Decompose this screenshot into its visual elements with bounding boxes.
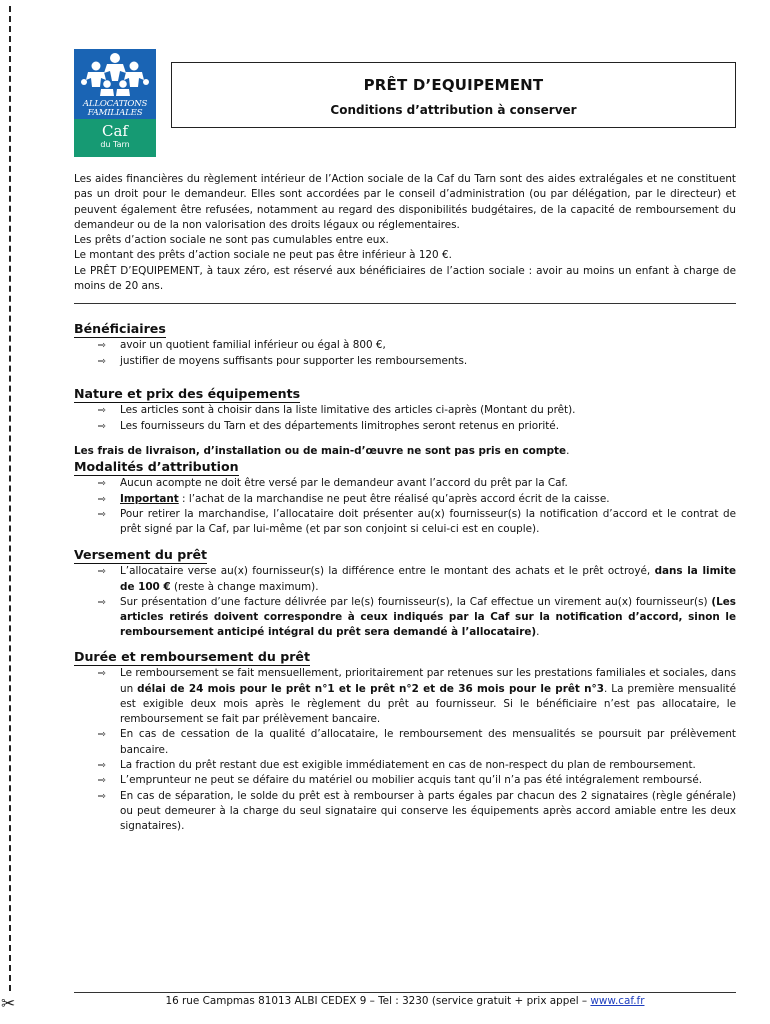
arrow-right-outline-icon: ⇨ — [98, 478, 106, 490]
list-item: ⇨ justifier de moyens suffisants pour supporter les remboursements. — [74, 354, 736, 369]
section-heading: Versement du prêt — [74, 547, 208, 562]
nature-note: Les frais de livraison, d’installation ou de main-d’œuvre ne sont pas pris en compte. — [74, 445, 570, 458]
list-item: ⇨ En cas de cessation de la qualité d’allocataire, le remboursement des mensualités se poursuit par prélèvement bancaire. — [98, 728, 736, 756]
intro-paragraph: Le montant des prêts d’action sociale ne peut pas être inférieur à 120 €. — [74, 249, 452, 262]
section-nature — [74, 386, 736, 470]
section-duree — [74, 649, 736, 835]
logo-text-allocations: ALLOCATIONS FAMILIALES — [82, 99, 148, 118]
footer-address: 16 rue Campmas 81013 ALBI CEDEX 9 – Tel : 3230 (service gratuit + prix appel – — [165, 995, 591, 1007]
arrow-right-outline-icon: ⇨ — [98, 729, 106, 741]
arrow-right-outline-icon: ⇨ — [98, 508, 106, 520]
section-versement — [74, 547, 736, 641]
section-modalites — [74, 459, 736, 537]
footer — [74, 995, 736, 1008]
arrow-right-outline-icon: ⇨ — [98, 566, 106, 578]
caf-website-link[interactable]: www.caf.fr — [590, 995, 645, 1007]
page-title: PRÊT D’EQUIPEMENT — [363, 76, 544, 94]
logo-tarn: du Tarn — [100, 140, 130, 149]
arrow-right-outline-icon: ⇨ — [98, 760, 106, 772]
arrow-right-outline-icon: ⇨ — [98, 790, 106, 802]
arrow-right-outline-icon: ⇨ — [98, 405, 106, 417]
footer-divider — [74, 992, 736, 993]
divider — [74, 303, 736, 304]
section-beneficiaires — [74, 321, 736, 369]
intro-paragraph: Le PRÊT D’EQUIPEMENT, à taux zéro, est réservé aux bénéficiaires de l’action sociale : avoir au moins un enfant à charge de moins de 20 ans. — [74, 264, 736, 293]
section-heading: Durée et remboursement du prêt — [74, 649, 310, 664]
intro-paragraph: Les prêts d’action sociale ne sont pas cumulables entre eux. — [74, 234, 389, 247]
list-item: ⇨ Pour retirer la marchandise, l’allocataire doit présenter au(x) fournisseur(s) la notification d’accord et le contrat de prêt signé par la Caf, par lui-même (et par son conjoint si celui-ci est en couple). — [98, 507, 736, 536]
title-box — [171, 62, 736, 128]
section-heading: Nature et prix des équipements — [74, 386, 301, 401]
list-item: ⇨ avoir un quotient familial inférieur ou égal à 800 €, — [74, 338, 736, 353]
list-item: ⇨ L’allocataire verse au(x) fournisseur(s) la différence entre le montant des achats et le prêt octroyé, dans la limite de 100 € (reste à change maximum). — [98, 565, 736, 593]
arrow-right-outline-icon: ⇨ — [98, 596, 106, 608]
arrow-right-outline-icon: ⇨ — [98, 668, 106, 680]
page-subtitle: Conditions d’attribution à conserver — [330, 103, 577, 117]
arrow-right-outline-icon: ⇨ — [98, 493, 106, 505]
list-item: ⇨ Aucun acompte ne doit être versé par le demandeur avant l’accord du prêt par la Caf. — [74, 476, 736, 491]
list-item: ⇨ Important : l’achat de la marchandise ne peut être réalisé qu’après accord écrit de la caisse. — [74, 492, 736, 507]
section-heading: Bénéficiaires — [74, 321, 166, 336]
cut-line — [9, 6, 11, 991]
list-item: ⇨ L’emprunteur ne peut se défaire du matériel ou mobilier acquis tant qu’il n’a pas été intégralement remboursé. — [74, 773, 736, 788]
scissors-icon: ✂ — [1, 994, 16, 1014]
arrow-right-outline-icon: ⇨ — [98, 340, 106, 352]
arrow-right-outline-icon: ⇨ — [98, 420, 106, 432]
family-figures-icon — [74, 49, 156, 101]
list-item: ⇨ Les fournisseurs du Tarn et des départements limitrophes seront retenus en priorité. — [74, 419, 736, 434]
arrow-right-outline-icon: ⇨ — [98, 775, 106, 787]
logo-caf: Caf — [102, 122, 128, 140]
list-item: ⇨ La fraction du prêt restant due est exigible immédiatement en cas de non-respect du plan de remboursement. — [74, 758, 736, 773]
list-item: ⇨ Le remboursement se fait mensuellement, prioritairement par retenues sur les prestations familiales et sociales, dans un délai de 24 mois pour le prêt n°1 et le prêt n°2 et de 36 mois pour le prêt n°3. La première mensualité est exigible deux mois après le règlement du prêt au fournisseur. Si le bénéficiaire n’est pas allocataire, le remboursement se fait par prélèvement bancaire. — [98, 667, 736, 726]
section-heading: Modalités d’attribution — [74, 459, 239, 474]
logo-caf-block — [74, 119, 156, 157]
caf-logo — [74, 49, 156, 157]
intro-text — [74, 172, 736, 294]
arrow-right-outline-icon: ⇨ — [98, 355, 106, 367]
list-item: ⇨ Sur présentation d’une facture délivrée par le(s) fournisseur(s), la Caf effectue un virement au(x) fournisseur(s) (Les articles retirés doivent correspondre à ceux indiqués par la Caf sur la notification d’accord, sinon le remboursement anticipé intégral du prêt sera demandé à l’allocataire). — [98, 595, 736, 639]
list-item: ⇨ En cas de séparation, le solde du prêt est à rembourser à parts égales par chacun des 2 signataires (règle générale) ou peut demeurer à la charge du seul signataire qui conserve les équipements après accord amiable entre les deux signataires). — [98, 789, 736, 833]
list-item: ⇨ Les articles sont à choisir dans la liste limitative des articles ci-après (Montant du prêt). — [74, 403, 736, 418]
intro-paragraph: Les aides financières du règlement intérieur de l’Action sociale de la Caf du Tarn sont des aides extralégales et ne constituent pas un droit pour le demandeur. Elles sont accordées par le conseil d’administration (ou par délégation, par le directeur) et peuvent également être refusées, notamment au regard des disponibilités budgétaires, de la capacité de remboursement du demandeur ou de la non valorisation des droits légaux ou réglementaires. — [74, 173, 736, 231]
